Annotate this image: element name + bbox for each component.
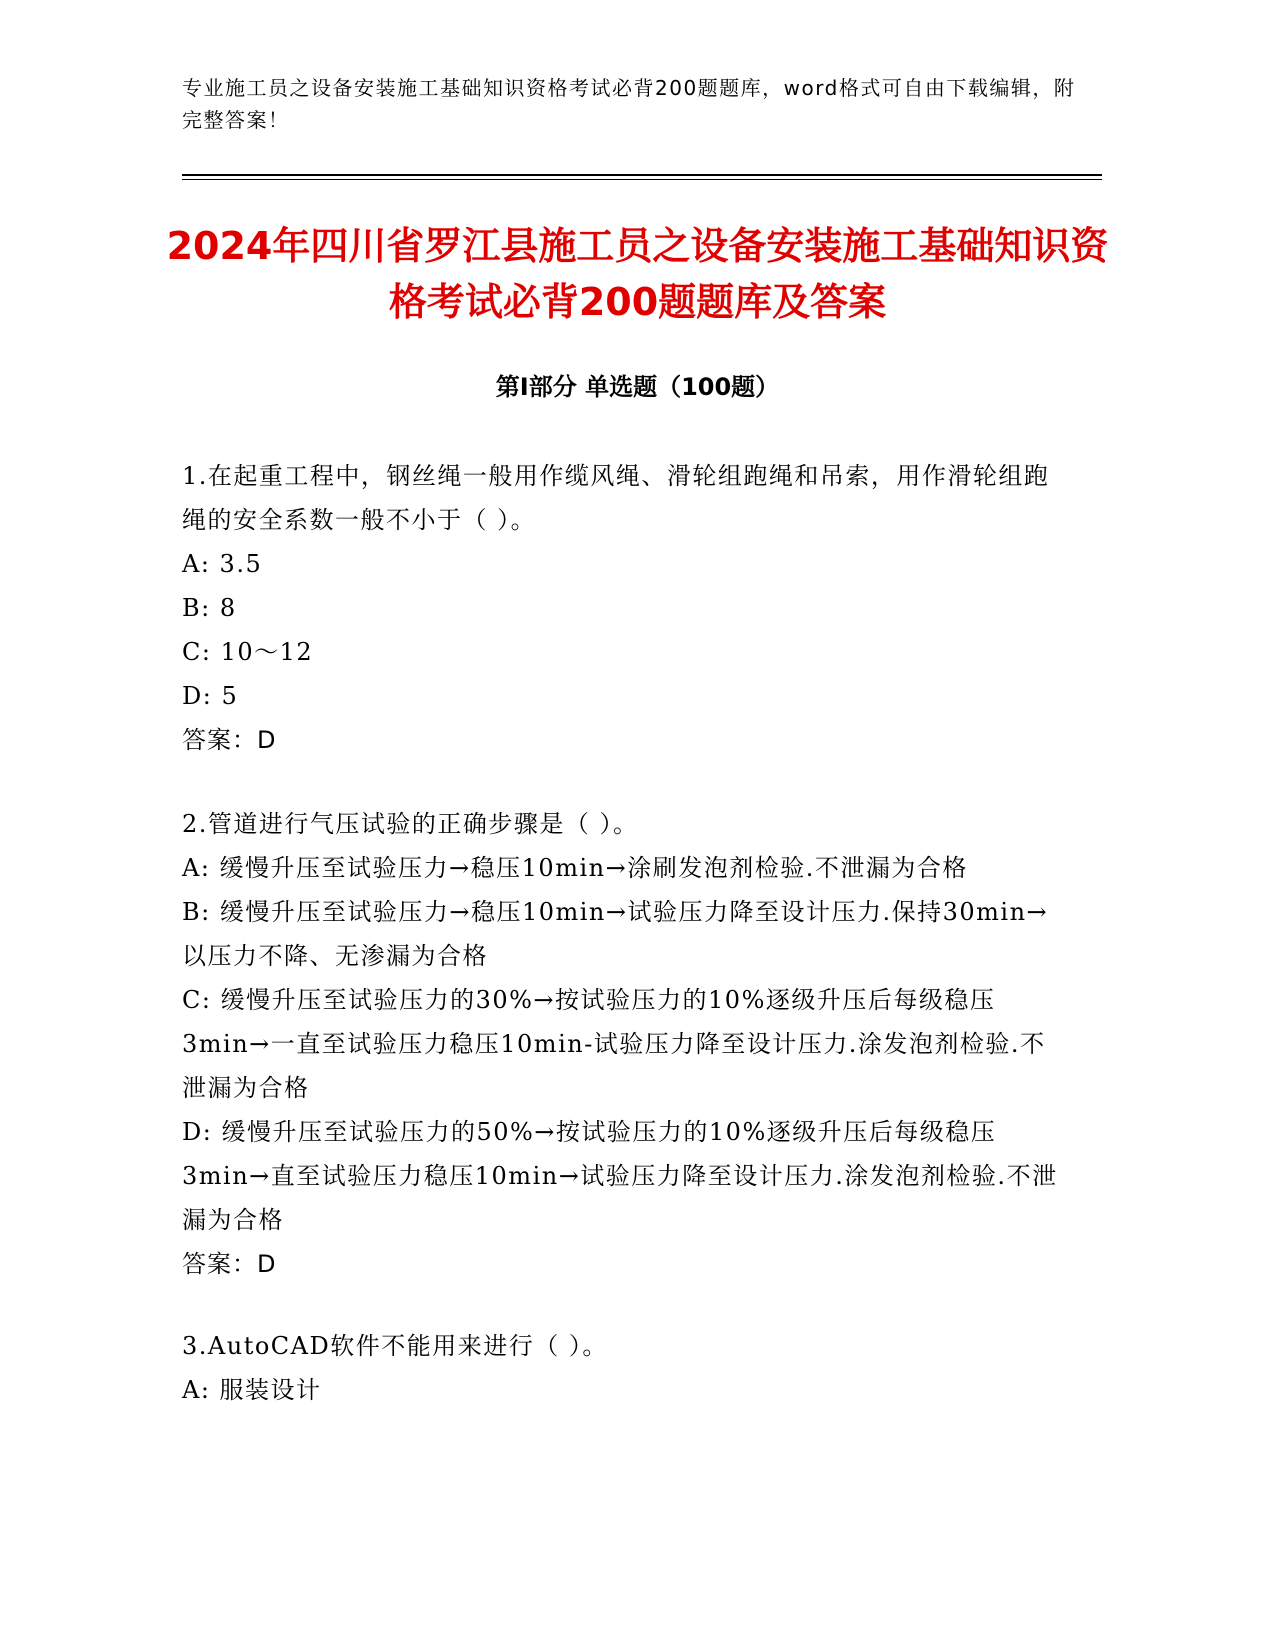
option-a: A: 3.5 xyxy=(182,550,263,578)
option-d: D: 5 xyxy=(182,682,239,710)
section-title: 第Ⅰ部分 单选题（100题） xyxy=(495,373,780,401)
option-a: A: 服装设计 xyxy=(182,1376,322,1404)
question-stem: 3.AutoCAD软件不能用来进行（ ）。 xyxy=(182,1332,608,1360)
option-d: D: 缓慢升压至试验压力的50%→按试验压力的10%逐级升压后每级稳压3min→直至试验压力稳压10min→试验压力降至设计压力.涂发泡剂检验.不泄漏为合格 xyxy=(182,1118,1058,1234)
answer: 答案：D xyxy=(182,1250,277,1278)
option-c: C: 缓慢升压至试验压力的30%→按试验压力的10%逐级升压后每级稳压3min→一直至试验压力稳压10min-试验压力降至设计压力.涂发泡剂检验.不泄漏为合格 xyxy=(182,986,1046,1102)
header-note: 专业施工员之设备安装施工基础知识资格考试必背200题题库，word格式可自由下载编辑，附完整答案！ xyxy=(182,76,1076,132)
question-stem: 1.在起重工程中，钢丝绳一般用作缆风绳、滑轮组跑绳和吊索，用作滑轮组跑绳的安全系数一般不小于（ ）。 xyxy=(182,462,1050,534)
question-block xyxy=(182,454,1062,762)
question-block xyxy=(182,802,1062,1286)
document-title: 2024年四川省罗江县施工员之设备安装施工基础知识资格考试必背200题题库及答案 xyxy=(166,224,1109,324)
option-b: B: 缓慢升压至试验压力→稳压10min→试验压力降至设计压力.保持30min→以压力不降、无渗漏为合格 xyxy=(182,898,1049,970)
option-b: B: 8 xyxy=(182,594,237,622)
option-c: C: 10～12 xyxy=(182,638,314,666)
header-divider-thick xyxy=(182,174,1102,176)
option-a: A: 缓慢升压至试验压力→稳压10min→涂刷发泡剂检验.不泄漏为合格 xyxy=(182,854,968,882)
question-stem: 2.管道进行气压试验的正确步骤是（ ）。 xyxy=(182,810,639,838)
answer: 答案：D xyxy=(182,726,277,754)
question-block xyxy=(182,1324,1062,1412)
header-divider-thin xyxy=(182,179,1102,180)
